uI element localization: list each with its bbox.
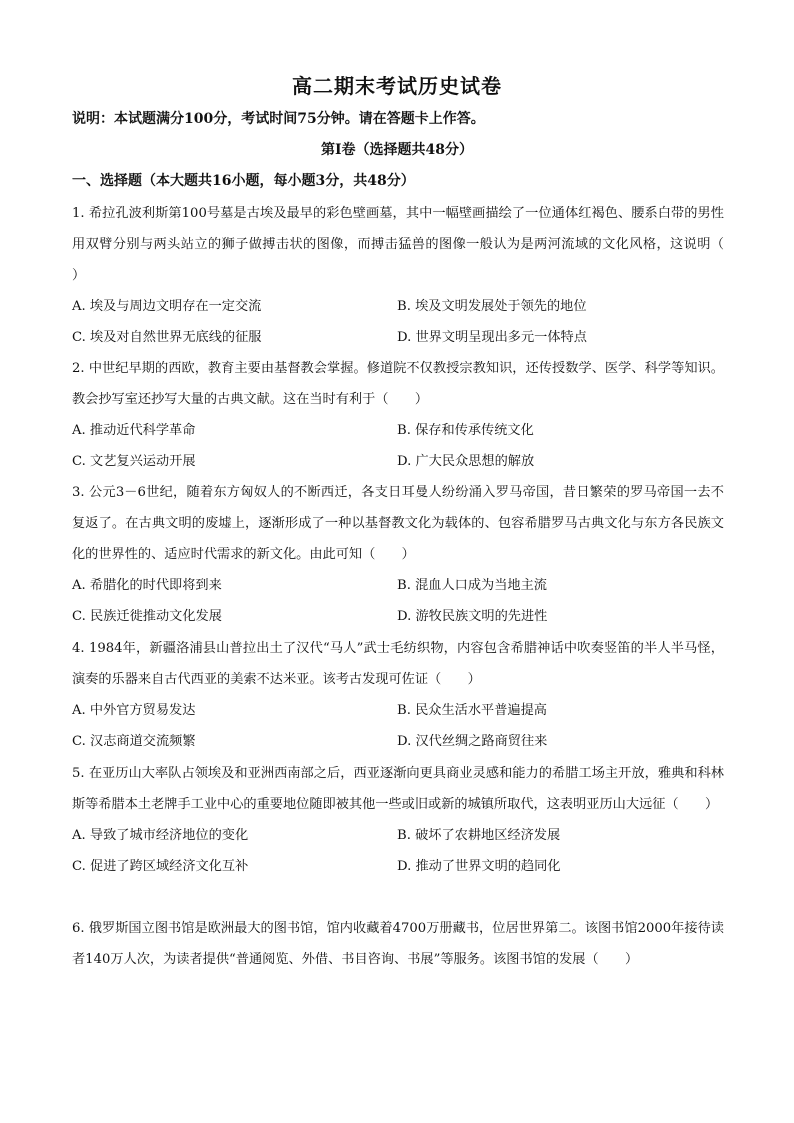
question-stem: 2. 中世纪早期的西欧，教育主要由基督教会掌握。修道院不仅教授宗教知识，还传授数学、医学、科学等知识。教会抄写室还抄写大量的古典文献。这在当时有利于（ ） [72,361,724,407]
volume-heading: 第Ⅰ卷（选择题共48分） [320,142,474,158]
option-c: C. 文艺复兴运动开展 [72,454,196,469]
question-stem: 5. 在亚历山大率队占领埃及和亚洲西南部之后，西亚逐渐向更具商业灵感和能力的希腊工场主开放，雅典和科林斯等希腊本土老牌手工业中心的重要地位随即被其他一些或旧或新的城镇所取代，这表明亚历山大远征（ ） [72,766,724,812]
question-2 [72,353,724,477]
question-stem: 4. 1984年，新疆洛浦县山普拉出土了汉代“马人”武士毛纺织物，内容包含希腊神话中吹奏竖笛的半人半马怪，演奏的乐器来自古代西亚的美索不达米亚。该考古发现可佐证（ ） [72,641,724,687]
exam-title: 高二期末考试历史试卷 [292,74,502,98]
option-d: D. 推动了世界文明的趋同化 [397,859,561,874]
option-a: A. 埃及与周边文明存在一定交流 [72,299,262,314]
option-d: D. 广大民众思想的解放 [397,454,535,469]
option-b: B. 混血人口成为当地主流 [397,578,547,593]
option-c: C. 汉志商道交流频繁 [72,734,196,749]
option-c: C. 民族迁徙推动文化发展 [72,609,222,624]
question-stem: 6. 俄罗斯国立图书馆是欧洲最大的图书馆，馆内收藏着4700万册藏书，位居世界第二。该图书馆2000年接待读者140万人次，为读者提供“普通阅览、外借、书目咨询、书展”等服务。该图书馆的发展（ ） [72,921,724,967]
question-options [72,291,724,353]
question-3 [72,477,724,632]
question-stem: 3. 公元3－6世纪，随着东方匈奴人的不断西迁，各支日耳曼人纷纷涌入罗马帝国，昔日繁荣的罗马帝国一去不复返了。在古典文明的废墟上，逐渐形成了一种以基督教文化为载体的、包容希腊罗马古典文化与东方各民族文化的世界性的、适应时代需求的新文化。由此可知（ ） [72,485,724,562]
question-6 [72,913,724,975]
option-a: A. 希腊化的时代即将到来 [72,578,222,593]
option-a: A. 导致了城市经济地位的变化 [72,828,249,843]
question-options [72,695,724,757]
question-5 [72,758,724,882]
question-options [72,570,724,632]
question-options [72,820,724,882]
option-b: B. 民众生活水平普遍提高 [397,703,547,718]
option-b: B. 破坏了农耕地区经济发展 [397,828,561,843]
option-c: C. 埃及对自然世界无底线的征服 [72,330,262,345]
option-b: B. 保存和传承传统文化 [397,423,534,438]
option-a: A. 中外官方贸易发达 [72,703,196,718]
question-1 [72,198,751,353]
option-c: C. 促进了跨区域经济文化互补 [72,859,249,874]
exam-instructions: 说明：本试题满分100分，考试时间75分钟。请在答题卡上作答。 [72,111,485,127]
section-heading: 一、选择题（本大题共16小题，每小题3分，共48分） [72,173,415,189]
option-a: A. 推动近代科学革命 [72,423,196,438]
option-b: B. 埃及文明发展处于领先的地位 [397,299,587,314]
question-stem: 1. 希拉孔波利斯第100号墓是古埃及最早的彩色壁画墓，其中一幅壁画描绘了一位通体红褐色、腰系白带的男性用双臂分别与两头站立的狮子做搏击状的图像，而搏击猛兽的图像一般认为是两河流域的文化风格，这说明（ ） [72,206,751,283]
question-options [72,415,724,477]
option-d: D. 游牧民族文明的先进性 [397,609,548,624]
option-d: D. 世界文明呈现出多元一体特点 [397,330,587,345]
option-d: D. 汉代丝绸之路商贸往来 [397,734,548,749]
question-4 [72,633,724,757]
